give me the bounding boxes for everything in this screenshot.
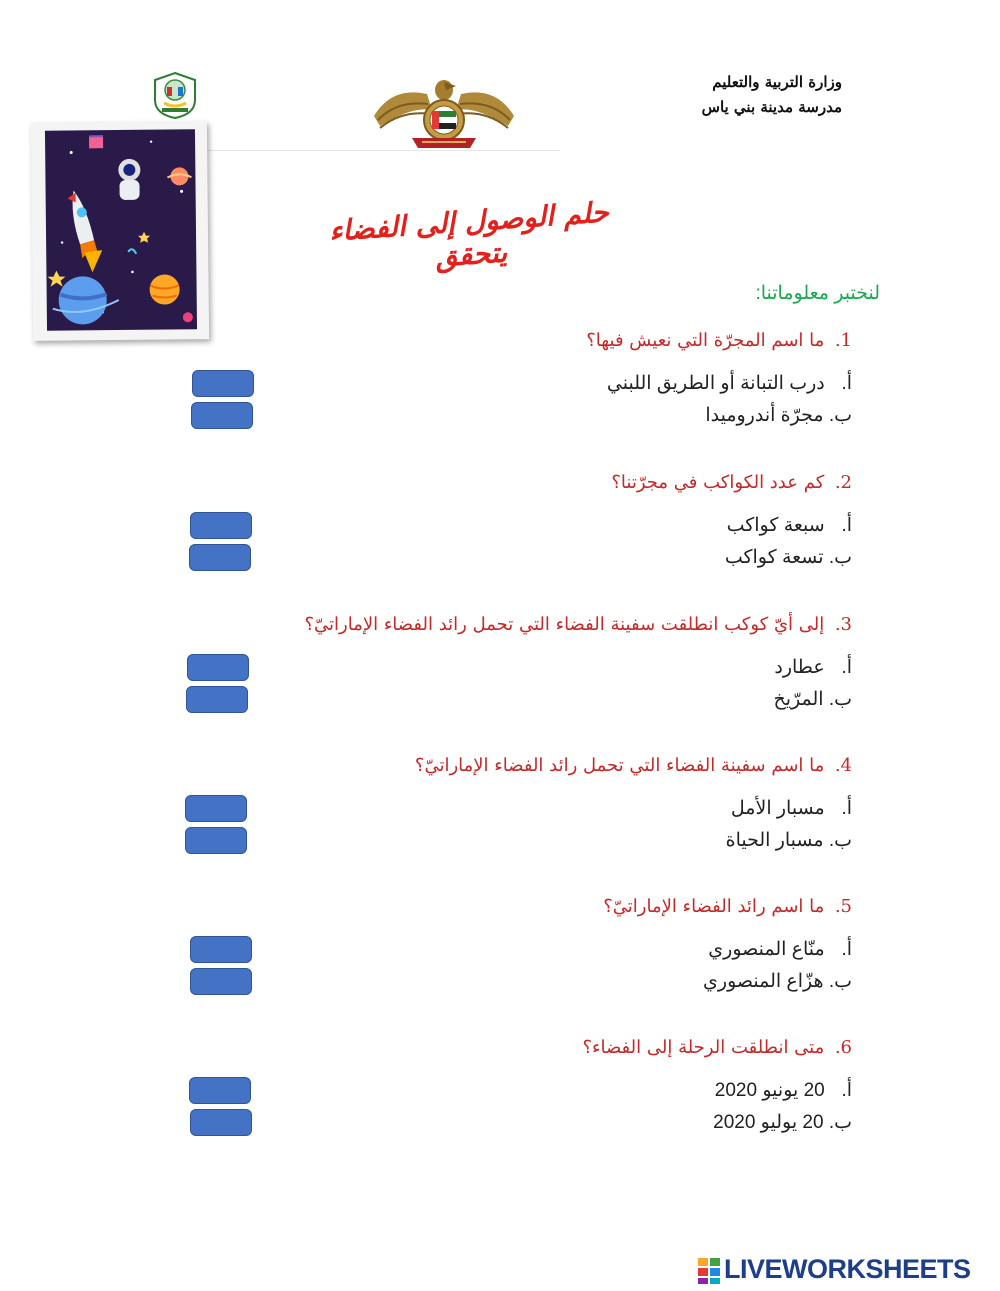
option-text: المرّيخ xyxy=(773,689,824,710)
question-text: كم عدد الكواكب في مجرّتنا؟ xyxy=(611,472,825,493)
answer-box-2b[interactable] xyxy=(189,544,251,571)
answer-box-1b[interactable] xyxy=(191,402,253,429)
option-letter: أ. xyxy=(841,515,852,536)
option-1a xyxy=(152,372,852,395)
question-text: متى انطلقت الرحلة إلى الفضاء؟ xyxy=(582,1037,825,1058)
worksheet-title: حلم الوصول إلى الفضاء يتحقق xyxy=(328,195,610,274)
ministry-header xyxy=(542,70,842,120)
question-4 xyxy=(152,755,852,776)
space-poster xyxy=(31,121,209,341)
question-text: ما اسم المجرّة التي نعيش فيها؟ xyxy=(586,330,825,351)
option-letter: ب. xyxy=(828,830,852,851)
option-text: هزّاع المنصوري xyxy=(703,971,824,992)
option-1b xyxy=(152,404,852,427)
uae-emblem xyxy=(372,76,516,154)
question-1 xyxy=(152,330,852,351)
answer-box-3a[interactable] xyxy=(187,654,249,681)
question-number: 4. xyxy=(834,755,852,776)
option-4a xyxy=(152,797,852,820)
option-text: مسبار الحياة xyxy=(725,830,824,851)
option-letter: أ. xyxy=(841,373,852,394)
question-text: ما اسم رائد الفضاء الإماراتيّ؟ xyxy=(603,896,825,917)
question-number: 2. xyxy=(834,472,852,493)
option-4b xyxy=(152,829,852,852)
option-text: درب التبانة أو الطريق اللبني xyxy=(606,373,825,394)
option-text: سبعة كواكب xyxy=(726,515,825,536)
option-letter: أ. xyxy=(841,657,852,678)
school-logo xyxy=(150,70,200,120)
option-2b xyxy=(152,546,852,569)
ministry-name: وزارة التربية والتعليم xyxy=(712,73,842,91)
question-number: 6. xyxy=(834,1037,852,1058)
school-name: مدرسة مدينة بني ياس xyxy=(701,98,842,116)
option-5b xyxy=(152,970,852,993)
answer-box-4b[interactable] xyxy=(185,827,247,854)
option-text: عطارد xyxy=(774,657,825,678)
option-text: مجرّة أندروميدا xyxy=(705,405,824,426)
liveworksheets-logo-icon xyxy=(698,1256,722,1286)
option-2a xyxy=(152,514,852,537)
question-number: 1. xyxy=(834,330,852,351)
option-letter: ب. xyxy=(828,971,852,992)
question-number: 5. xyxy=(834,896,852,917)
option-5a xyxy=(152,938,852,961)
question-number: 3. xyxy=(834,614,852,635)
question-6 xyxy=(152,1037,852,1058)
option-3a xyxy=(152,656,852,679)
option-letter: أ. xyxy=(841,798,852,819)
option-text: تسعة كواكب xyxy=(724,547,824,568)
option-text: مسبار الأمل xyxy=(730,798,825,819)
answer-box-4a[interactable] xyxy=(185,795,247,822)
option-text: 20 يونيو 2020 xyxy=(714,1080,825,1101)
question-text: إلى أيّ كوكب انطلقت سفينة الفضاء التي تحمل رائد الفضاء الإماراتيّ؟ xyxy=(304,614,825,635)
option-letter: ب. xyxy=(828,1112,852,1133)
answer-box-5b[interactable] xyxy=(190,968,252,995)
answer-box-3b[interactable] xyxy=(186,686,248,713)
option-text: منّاع المنصوري xyxy=(708,939,825,960)
option-letter: أ. xyxy=(841,939,852,960)
option-6a xyxy=(152,1079,852,1102)
answer-box-6b[interactable] xyxy=(190,1109,252,1136)
answer-box-2a[interactable] xyxy=(190,512,252,539)
option-letter: أ. xyxy=(841,1080,852,1101)
header-divider xyxy=(200,150,560,151)
option-letter: ب. xyxy=(828,405,852,426)
question-5 xyxy=(152,896,852,917)
question-2 xyxy=(152,472,852,493)
liveworksheets-brand: LIVEWORKSHEETS xyxy=(724,1254,971,1284)
answer-box-1a[interactable] xyxy=(192,370,254,397)
option-6b xyxy=(152,1111,852,1134)
question-text: ما اسم سفينة الفضاء التي تحمل رائد الفضاء الإماراتيّ؟ xyxy=(414,755,825,776)
answer-box-6a[interactable] xyxy=(189,1077,251,1104)
option-text: 20 يوليو 2020 xyxy=(713,1112,824,1133)
option-letter: ب. xyxy=(828,689,852,710)
option-letter: ب. xyxy=(828,547,852,568)
question-3 xyxy=(152,614,852,635)
answer-box-5a[interactable] xyxy=(190,936,252,963)
quiz-heading: لنختبر معلوماتنا: xyxy=(755,283,880,304)
option-3b xyxy=(152,688,852,711)
